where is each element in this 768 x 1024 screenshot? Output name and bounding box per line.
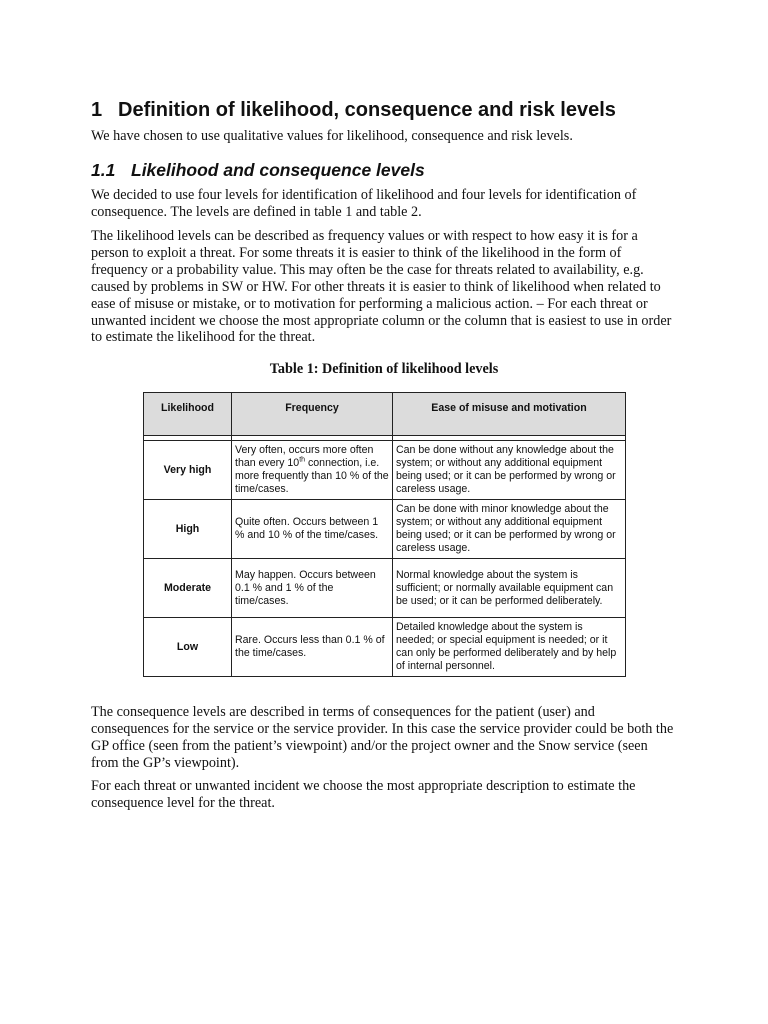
closing-paragraph: For each threat or unwanted incident we choose the most appropriate description to estimate the consequence level for the threat. — [91, 778, 636, 811]
ease-cell: Can be done without any knowledge about the system; or without any additional equipment being used; or it can be performed by wrong or careless usage. — [393, 441, 626, 500]
header-frequency: Frequency — [232, 393, 393, 436]
ordinal-suffix: th — [299, 456, 306, 464]
likelihood-table — [143, 392, 626, 677]
section-heading — [91, 99, 691, 122]
frequency-text: connection, i.e. more frequently than 10 % of the time/cases. — [235, 457, 389, 495]
frequency-cell: Rare. Occurs less than 0.1 % of the time/cases. — [232, 618, 393, 677]
table-row — [144, 618, 626, 677]
table-header-row — [144, 393, 626, 436]
table-row — [144, 500, 626, 559]
table-caption: Table 1: Definition of likelihood levels — [269, 361, 499, 377]
header-ease: Ease of misuse and motivation — [393, 393, 626, 436]
subsection-heading — [91, 160, 425, 181]
ease-cell: Can be done with minor knowledge about the system; or without any additional equipment being used; or it can be performed by wrong or careless usage. — [393, 500, 626, 559]
frequency-cell: Quite often. Occurs between 1 % and 10 % of the time/cases. — [232, 500, 393, 559]
levels-paragraph: We decided to use four levels for identification of likelihood and four levels for identification of consequence. The levels are defined in table 1 and table 2. — [91, 187, 637, 220]
header-likelihood: Likelihood — [144, 393, 232, 436]
frequency-cell: May happen. Occurs between 0.1 % and 1 % of the time/cases. — [232, 559, 393, 618]
ease-cell: Normal knowledge about the system is sufficient; or normally available equipment can be used; or it can be performed deliberately. — [393, 559, 626, 618]
intro-paragraph: We have chosen to use qualitative values for likelihood, consequence and risk levels. — [91, 128, 573, 144]
likelihood-paragraph: The likelihood levels can be described as frequency values or with respect to how easy it is for a person to exploit a threat. For some threats it is easier to think of the likelihood in the form of frequency or a probability value. This may often be the case for threats related to availability, e.g. caused by problems in SW or HW. For other threats it is easier to think of likelihood when related to ease of misuse or mistake, or to motivation for performing a malicious action. – For each threat or unwanted incident we choose the most appropriate column or the column that is easiest to use in order to estimate the likelihood for the threat. — [91, 228, 672, 346]
table-row — [144, 441, 626, 500]
likelihood-level-cell: Low — [144, 618, 232, 677]
table-row — [144, 559, 626, 618]
consequence-paragraph: The consequence levels are described in terms of consequences for the patient (user) and consequences for the service or the service provider. In this case the service provider could be both the GP office (seen from the patient’s viewpoint) and/or the project owner and the Snow service (seen from the GP’s viewpoint). — [91, 704, 674, 771]
frequency-cell — [232, 441, 393, 500]
likelihood-level-cell: Very high — [144, 441, 232, 500]
section-title: Definition of likelihood, consequence and risk levels — [118, 99, 616, 121]
frequency-text: Very often, occurs more often than every 10 — [235, 444, 374, 469]
likelihood-level-cell: High — [144, 500, 232, 559]
subsection-title: Likelihood and consequence levels — [131, 160, 425, 180]
ease-cell: Detailed knowledge about the system is needed; or special equipment is needed; or it can only be performed deliberately and by help of internal personnel. — [393, 618, 626, 677]
subsection-number: 1.1 — [91, 160, 116, 180]
section-number: 1 — [91, 99, 103, 121]
likelihood-level-cell: Moderate — [144, 559, 232, 618]
